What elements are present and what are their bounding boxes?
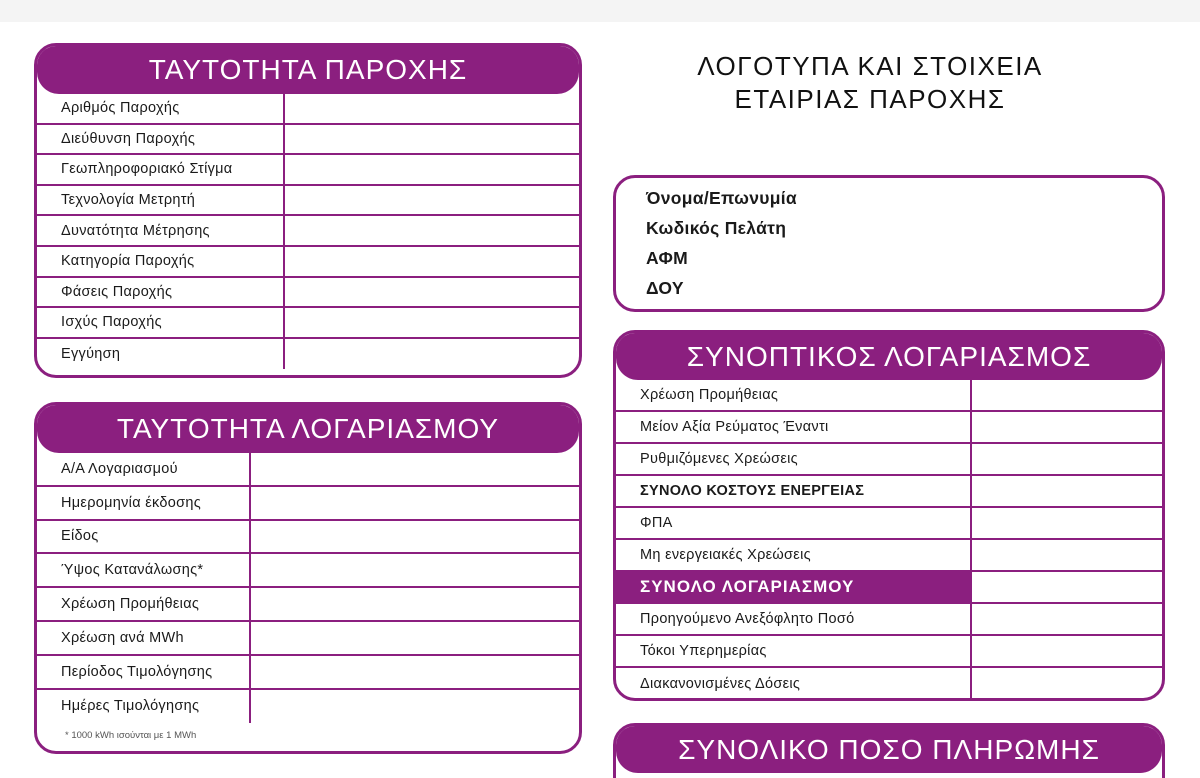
row-value-field[interactable] [970,444,1162,474]
customer-name-label: Όνομα/Επωνυμία [646,187,797,208]
row-value-field[interactable] [249,487,579,519]
table-row [37,554,579,588]
table-row [616,668,1162,700]
table-row [37,125,579,156]
row-label: Ρυθμιζόμενες Χρεώσεις [640,451,798,467]
table-row [37,278,579,309]
row-label: Διεύθυνση Παροχής [61,130,196,147]
row-label: Δυνατότητα Μέτρησης [61,222,210,239]
row-value-field[interactable] [283,125,579,154]
table-row [616,380,1162,412]
row-value-field[interactable] [970,508,1162,538]
bill-identity-card [34,402,582,754]
row-label: Αριθμός Παροχής [61,100,180,117]
row-value-field[interactable] [249,622,579,654]
row-value-field[interactable] [249,588,579,620]
page-top-strip [0,0,1200,22]
row-value-field[interactable] [970,636,1162,666]
row-value-field[interactable] [283,216,579,245]
row-value-field[interactable] [970,604,1162,634]
row-label: Τεχνολογία Μετρητή [61,192,196,209]
row-value-field[interactable] [283,278,579,307]
row-value-field[interactable] [970,540,1162,570]
row-label: Χρέωση Προμήθειας [640,387,779,403]
row-value-field[interactable] [283,186,579,215]
row-label: Κατηγορία Παροχής [61,253,195,270]
row-label: Φάσεις Παροχής [61,283,173,300]
row-label: Περίοδος Τιμολόγησης [61,663,213,680]
supply-identity-card [34,43,582,378]
row-value-field[interactable] [970,668,1162,700]
row-label: ΦΠΑ [640,515,673,531]
customer-code-label: Κωδικός Πελάτη [646,217,787,238]
row-value-field[interactable] [970,572,1162,602]
row-value-field[interactable] [283,247,579,276]
row-label: Α/Α Λογαριασμού [61,460,178,477]
table-row [37,521,579,555]
table-row [616,476,1162,508]
table-row [37,186,579,217]
footnote: * 1000 kWh ισούνται με 1 MWh [65,730,197,742]
company-logo-placeholder [640,50,1100,116]
customer-vat-label: ΑΦΜ [646,247,689,268]
row-value-field[interactable] [249,690,579,724]
table-row [37,308,579,339]
row-value-field[interactable] [249,521,579,553]
supply-identity-title: ΤΑΥΤΟΤΗΤΑ ΠΑΡΟΧΗΣ [37,46,579,94]
customer-tax-office-label: ΔΟΥ [646,277,684,298]
row-label: Τόκοι Υπερημερίας [640,643,767,659]
table-row [37,339,579,370]
bill-summary-card [613,330,1165,701]
row-value-field[interactable] [283,308,579,337]
logo-title-line-2: ΕΤΑΙΡΙΑΣ ΠΑΡΟΧΗΣ [734,84,1006,114]
row-value-field[interactable] [249,554,579,586]
table-row [616,508,1162,540]
row-label: Ισχύς Παροχής [61,314,162,331]
row-label: Ημέρες Τιμολόγησης [61,698,200,715]
row-label: Γεωπληροφοριακό Στίγμα [61,161,233,178]
row-label: Ύψος Κατανάλωσης* [61,562,204,579]
row-label: Χρέωση Προμήθειας [61,596,200,613]
row-value-field[interactable] [249,656,579,688]
table-row [37,588,579,622]
row-label: Χρέωση ανά MWh [61,629,184,646]
table-row [37,656,579,690]
total-payment-title: ΣΥΝΟΛΙΚΟ ΠΟΣΟ ΠΛΗΡΩΜΗΣ [616,726,1162,773]
row-value-field[interactable] [283,155,579,184]
logo-title-line-1: ΛΟΓΟΤΥΠΑ ΚΑΙ ΣΤΟΙΧΕΙΑ [697,51,1043,81]
row-label: Μη ενεργειακές Χρεώσεις [640,547,811,563]
table-row [37,247,579,278]
row-label: Είδος [61,528,99,545]
row-label: Ημερομηνία έκδοσης [61,494,201,511]
row-value-field[interactable] [283,94,579,123]
row-label: Μείον Αξία Ρεύματος Έναντι [640,419,829,435]
row-label: ΣΥΝΟΛΟ ΛΟΓΑΡΙΑΣΜΟΥ [616,572,970,602]
row-label: Εγγύηση [61,346,121,363]
bill-identity-title: ΤΑΥΤΟΤΗΤΑ ΛΟΓΑΡΙΑΣΜΟΥ [37,405,579,453]
table-row [616,444,1162,476]
row-value-field[interactable] [970,380,1162,410]
table-row [616,540,1162,572]
table-row [37,216,579,247]
table-row [616,412,1162,444]
row-value-field[interactable] [970,476,1162,506]
bill-summary-title: ΣΥΝΟΠΤΙΚΟΣ ΛΟΓΑΡΙΑΣΜΟΣ [616,333,1162,380]
table-row [616,604,1162,636]
row-label: Προηγούμενο Ανεξόφλητο Ποσό [640,611,855,627]
table-row [37,94,579,125]
table-row [616,572,1162,604]
row-value-field[interactable] [249,453,579,485]
table-row [37,690,579,724]
row-label: Διακανονισμένες Δόσεις [640,676,801,692]
row-value-field[interactable] [970,412,1162,442]
table-row [616,636,1162,668]
total-payment-card [613,723,1165,778]
table-row [37,487,579,521]
table-row [37,622,579,656]
table-row [37,453,579,487]
table-row [37,155,579,186]
customer-details-card [613,175,1165,312]
row-value-field[interactable] [283,339,579,370]
row-label: ΣΥΝΟΛΟ ΚΟΣΤΟΥΣ ΕΝΕΡΓΕΙΑΣ [640,483,865,499]
